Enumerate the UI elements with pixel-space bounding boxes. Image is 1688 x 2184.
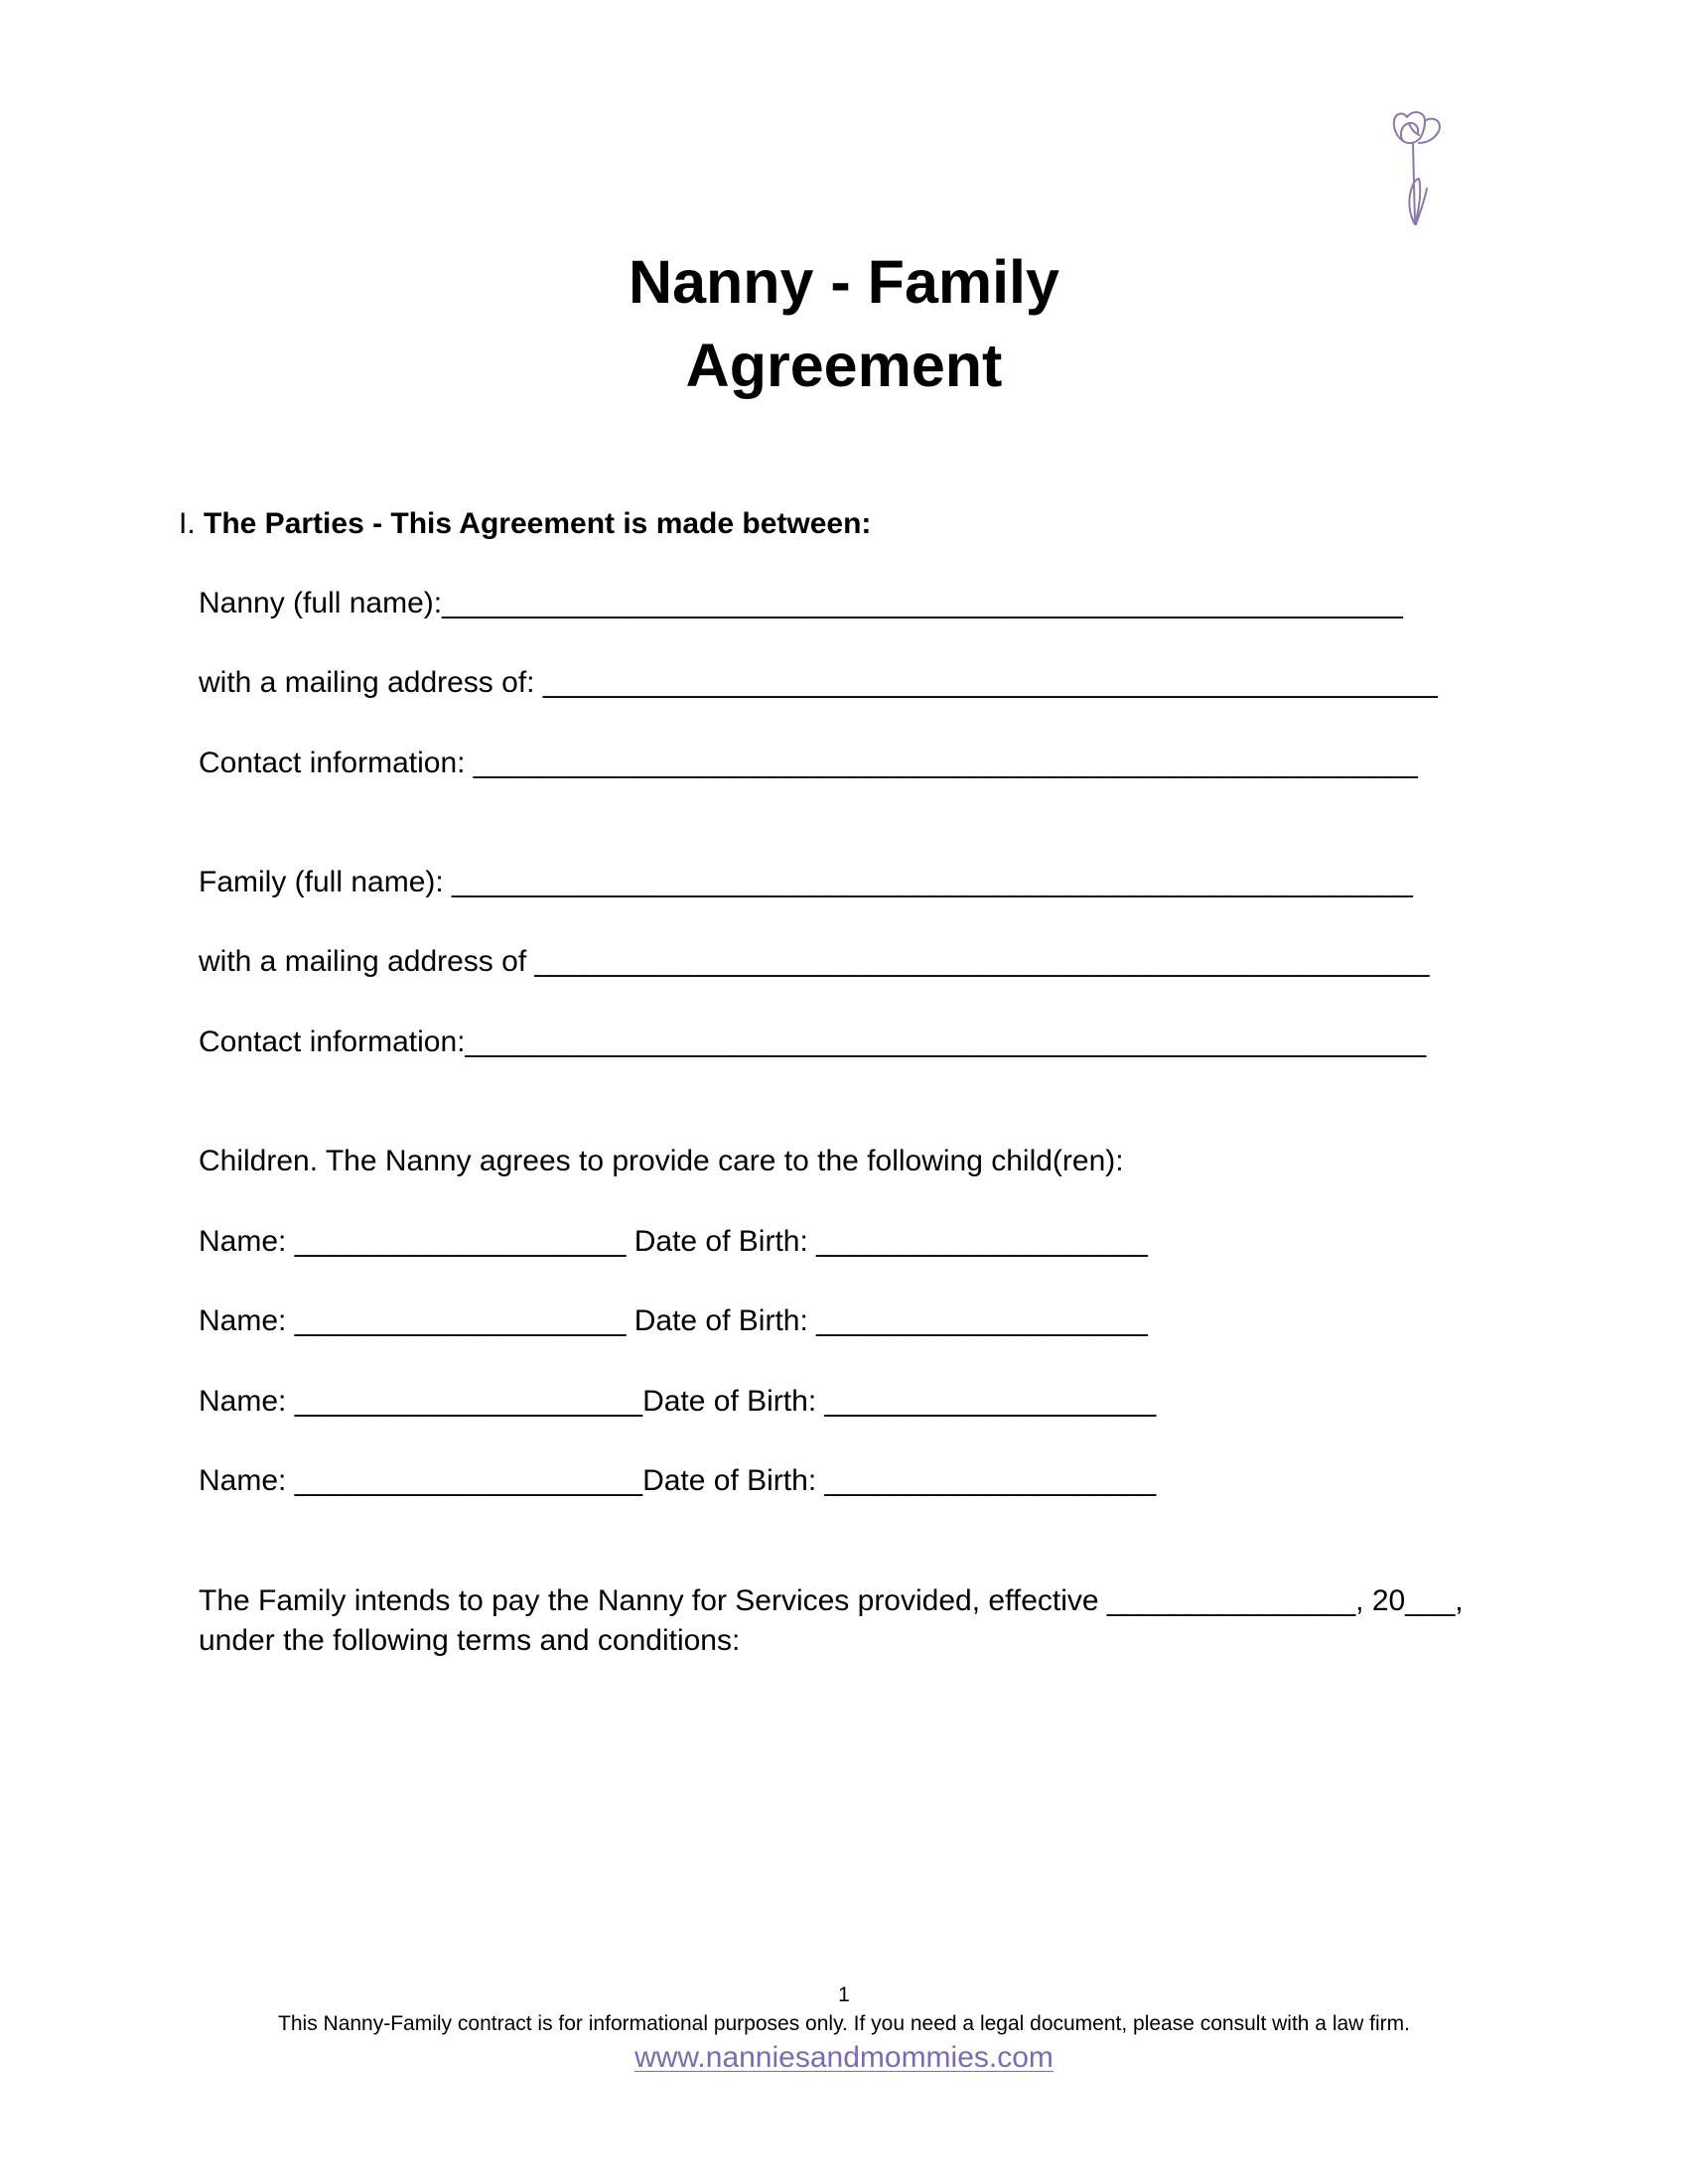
tulip-flower-icon bbox=[1385, 107, 1451, 230]
nanny-name-field[interactable]: Nanny (full name):__________________________________________________________ bbox=[199, 587, 1403, 619]
payment-effective-line[interactable]: The Family intends to pay the Nanny for Services provided, effective _______________, 20___, bbox=[199, 1584, 1464, 1617]
family-contact-field[interactable]: Contact information:__________________________________________________________ bbox=[199, 1025, 1427, 1058]
document-title bbox=[0, 240, 1688, 407]
family-name-field[interactable]: Family (full name): __________________________________________________________ bbox=[199, 866, 1413, 898]
title-line-2: Agreement bbox=[685, 332, 1003, 399]
section-number: I. bbox=[179, 507, 196, 540]
child-row-2[interactable]: Name: ____________________ Date of Birth: ____________________ bbox=[199, 1304, 1148, 1337]
child-row-4[interactable]: Name: _____________________Date of Birth: ____________________ bbox=[199, 1464, 1157, 1497]
section-title: The Parties - This Agreement is made between: bbox=[204, 507, 872, 540]
website-link-container bbox=[0, 2038, 1688, 2078]
page-number: 1 bbox=[838, 1983, 850, 2006]
title-line-1: Nanny - Family bbox=[629, 248, 1059, 316]
family-address-field[interactable]: with a mailing address of ______________________________________________________ bbox=[199, 945, 1430, 978]
website-link[interactable]: www.nanniesandmommies.com bbox=[634, 2041, 1054, 2074]
children-intro: Children. The Nanny agrees to provide care to the following child(ren): bbox=[199, 1145, 1124, 1177]
footer-disclaimer: This Nanny-Family contract is for informational purposes only. If you need a legal document, please consult with a law firm. bbox=[278, 2012, 1410, 2035]
section-heading-parties bbox=[179, 504, 871, 544]
child-row-3[interactable]: Name: _____________________Date of Birth: ____________________ bbox=[199, 1385, 1157, 1418]
nanny-address-field[interactable]: with a mailing address of: ______________________________________________________ bbox=[199, 666, 1438, 699]
nanny-contact-field[interactable]: Contact information: _________________________________________________________ bbox=[199, 747, 1418, 779]
payment-terms-line: under the following terms and conditions: bbox=[199, 1624, 741, 1657]
child-row-1[interactable]: Name: ____________________ Date of Birth: ____________________ bbox=[199, 1225, 1148, 1258]
